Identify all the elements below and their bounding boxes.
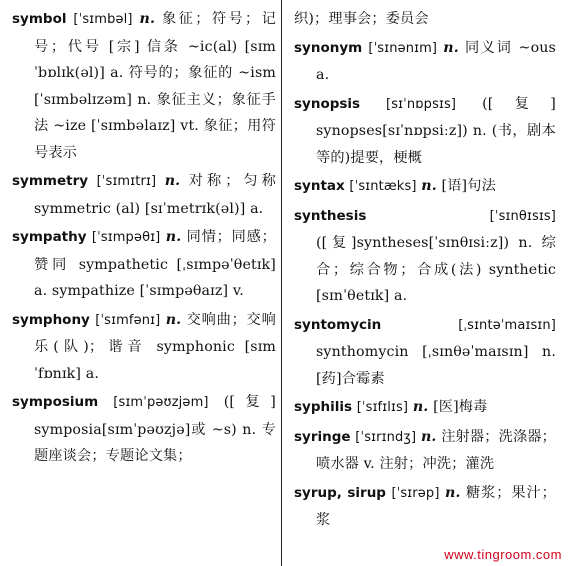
dictionary-entry [294,35,556,89]
right-column [294,6,556,556]
entry-pronunciation: [ˈsɪmpəθɪ] [91,230,161,245]
entry-part-of-speech: n. [164,173,181,189]
site-watermark: www.tingroom.com [444,547,562,562]
entry-definition: 注射器；洗涤器；喷水器 v. 注射；冲洗；灌洗 [316,428,556,472]
dictionary-entry [294,91,556,172]
entry-part-of-speech: n. [420,428,437,445]
entry-headword: syphilis [294,399,353,415]
column-divider [281,0,282,566]
entry-part-of-speech: n. [443,39,459,56]
entry-definition: [语]句法 [441,178,496,194]
entry-headword: syringe [294,428,351,445]
entry-headword: symposium [12,394,99,410]
entry-pronunciation: [ˈsɪmɪtrɪ] [96,174,157,189]
entry-pronunciation: [ˈsɪnθɪsɪs] [489,208,556,224]
entry-pronunciation: [ˈsɪntæks] [349,179,417,194]
entry-definition: ([复] synopses[sɪˈnɒpsiːz]) n. (书，剧本等的)提要，梗概 [316,95,556,166]
entry-definition: 织)；理事会；委员会 [294,11,429,27]
entry-definition: 交响曲；交响乐(队)；谐音 symphonic [sɪmˈfɒnɪk] a. [34,311,276,382]
continued-entry [294,6,556,33]
entry-definition: ([复] symposia[sɪmˈpəʊzjə]或 ~s) n. 专题座谈会；专题论文集； [34,394,276,464]
entry-pronunciation: [ˈsɪmfənɪ] [95,312,161,328]
entry-part-of-speech: n. [421,178,437,194]
entry-part-of-speech: n. [445,484,461,501]
dictionary-entry [294,480,556,534]
entry-pronunciation: [sɪmˈpəʊzjəm] [113,395,209,410]
dictionary-entry [294,173,556,201]
dictionary-entry [12,168,276,222]
entry-headword: syrup, sirup [294,484,386,501]
dictionary-entry [294,394,556,422]
entry-definition: 同情；同感；赞同 sympathetic [ˌsɪmpəˈθetɪk] a. sympathize [ˈsɪmpəθaɪz] v. [34,229,276,299]
entry-headword: synonym [294,39,363,56]
entry-part-of-speech: n. [165,229,182,245]
entry-pronunciation: [ˈsɪfɪlɪs] [356,400,409,415]
entry-definition: 对称；匀称 symmetric (al) [sɪˈmetrɪk(əl)] a. [34,173,276,217]
entry-headword: synopsis [294,95,361,112]
entry-headword: syntomycin [294,316,382,333]
entry-headword: symphony [12,311,90,328]
entry-pronunciation: [ˌsɪntəˈmaɪsɪn] [458,317,556,333]
entry-pronunciation: [ˈsɪmbəl] [73,12,133,27]
left-column [12,6,276,556]
dictionary-entry [12,389,276,470]
entry-part-of-speech: n. [165,311,182,328]
entry-part-of-speech: n. [412,399,429,415]
entry-headword: symmetry [12,173,89,189]
entry-headword: synthesis [294,207,367,224]
entry-pronunciation: [ˈsɪrəp] [391,485,440,501]
entry-part-of-speech: n. [139,11,156,27]
entry-headword: syntax [294,178,345,194]
entry-headword: symbol [12,11,67,27]
entry-pronunciation: [ˈsɪnənɪm] [368,40,438,56]
dictionary-entry [294,424,556,478]
entry-headword: sympathy [12,229,87,245]
entry-definition: 糖浆；果汁；浆 [316,484,556,528]
entry-definition: [医]梅毒 [433,399,488,415]
entry-definition: ([复]syntheses[ˈsɪnθɪsiːz]) n. 综合；综合物；合成(法) synthetic [sɪnˈθetɪk] a. [316,235,556,304]
entry-definition: 象征；符号；记号；代号 [宗] 信条 ~ic(al) [sɪmˈbɒlɪk(əl)] a. 符号的；象征的 ~ism [ˈsɪmbəlɪzəm] n. 象征主义；象征手法 ~ize [ˈsɪmbəlaɪz] vt. 象征；用符号表示 [34,11,276,161]
dictionary-entry [12,6,276,166]
dictionary-entry [294,312,556,393]
entry-definition: synthomycin [ˌsɪnθəˈmaɪsɪn] n. [药]合霉素 [316,344,556,387]
entry-definition: 同义词 ~ous a. [316,39,556,83]
dictionary-entry [12,224,276,305]
entry-pronunciation: [sɪˈnɒpsɪs] [386,96,457,112]
dictionary-entry [294,203,556,310]
dictionary-entry [12,307,276,388]
entry-pronunciation: [ˈsɪrɪndʒ] [355,429,417,445]
